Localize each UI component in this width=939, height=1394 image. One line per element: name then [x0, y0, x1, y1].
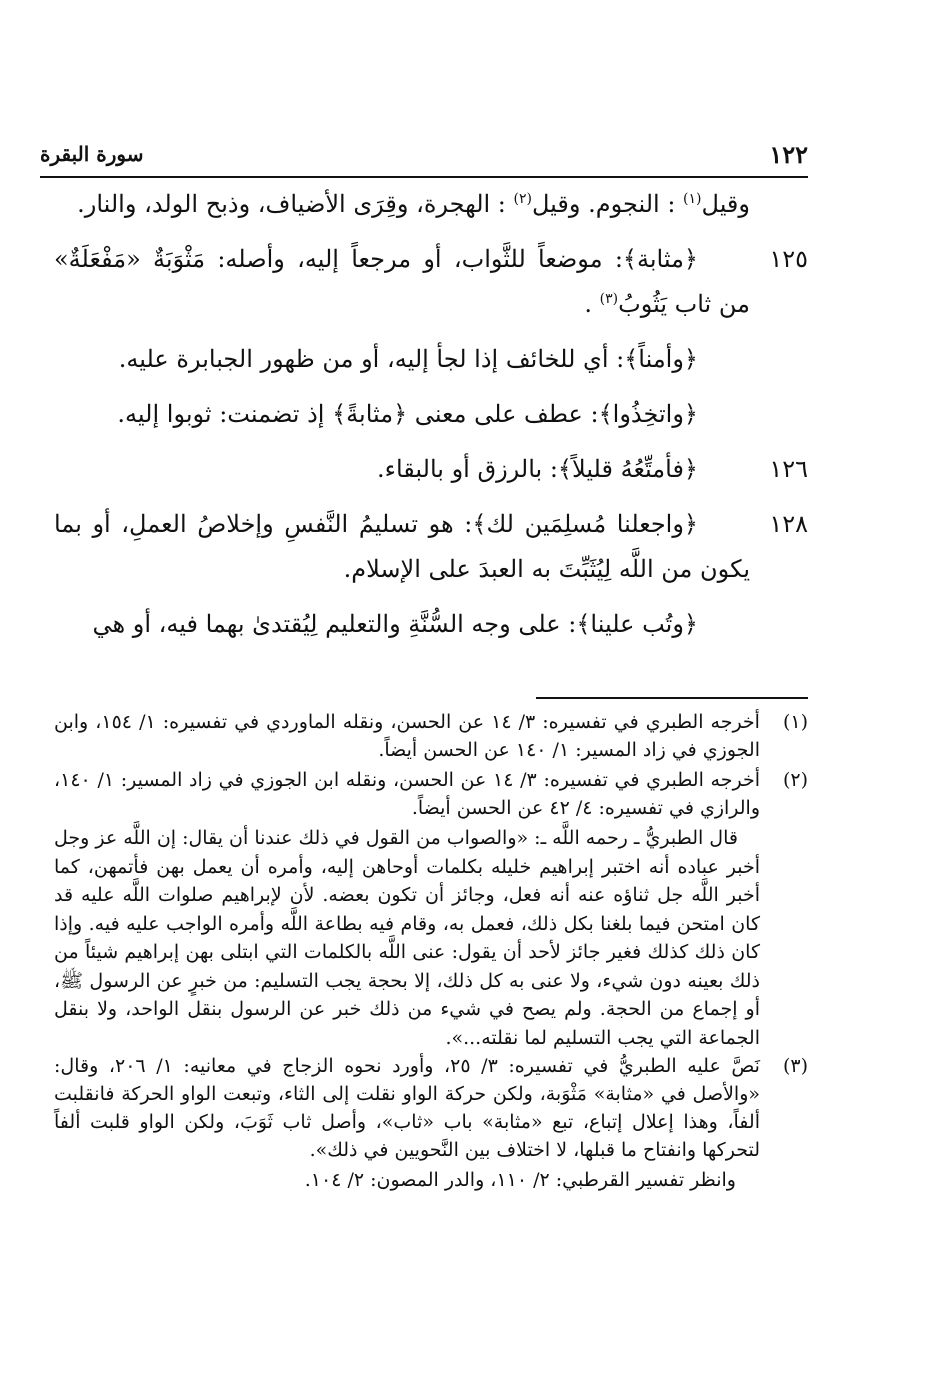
p1-mid: : النجوم. وقيل: [531, 190, 684, 218]
p3-text: ﴿وأمناً﴾: أي للخائف إذا لجأ إليه، أو من ظهور الجبابرة عليه.: [118, 345, 698, 373]
footnote-text: نَصَّ عليه الطبريُّ في تفسيره: ٣/ ٢٥، وأورد نحوه الزجاج في معانيه: ١/ ٢٠٦، وقال: «والأصل في «مثابة» مَثْوَبة، ولكن حركة الواو نقلت إلى الثاء، وتبعت الواو الحركة فانقلبت ألفاً، وهذا إعلال إتباع، تبع «مثابة» باب «ثاب»، وأصل ثاب ثَوَبَ، ولكن الواو قلبت ألفاً لتحركها وانفتاح ما قبلها، لا اختلاف بين النَّحويين في ذلك».: [54, 1055, 760, 1161]
footnote-3: [54, 1052, 808, 1164]
verse-number: ١٢٥: [769, 245, 808, 273]
footnote-number: (١): [782, 711, 808, 733]
footnote-ref-1[interactable]: (١): [683, 191, 702, 207]
p2-end: .: [584, 290, 600, 318]
p2-text: ﴿مثابة﴾: موضعاً للثَّواب، أو مرجعاً إليه، وأصله: مَثْوَبَةٌ «مَفْعَلَةٌ» من ثاب يَثُوبُ: [54, 245, 750, 318]
p7-text: ﴿وتُب علينا﴾: على وجه السُّنَّةِ والتعليم لِيُقتدىٰ بهما فيه، أو هي: [92, 610, 698, 638]
p4-text: ﴿واتخِذُوا﴾: عطف على معنى ﴿مثابةً﴾ إذ تضمنت: ثوبوا إليه.: [117, 400, 698, 428]
header-rule: [40, 176, 808, 178]
main-text: [54, 182, 808, 657]
page-number: ١٢٢: [769, 140, 808, 169]
paragraph-verse-128: [54, 502, 808, 592]
p6-text: ﴿واجعلنا مُسلِمَين لك﴾: هو تسليمُ النَّفسِ وإخلاصُ العملِ، أو بما يكون من اللَّه لِيُثَبِّتَ به العبدَ على الإسلام.: [54, 510, 750, 583]
page-header: [40, 140, 808, 176]
paragraph-verse-126: [54, 447, 808, 492]
footnote-ref-3[interactable]: (٣): [599, 291, 619, 307]
verse-number: ١٢٦: [769, 455, 808, 483]
paragraph-continuation: [54, 182, 808, 227]
footnote-text: أخرجه الطبري في تفسيره: ٣/ ١٤ عن الحسن، ونقله الماوردي في تفسيره: ١/ ١٥٤، وابن الجوزي في زاد المسير: ١/ ١٤٠ عن الحسن أيضاً.: [54, 711, 760, 761]
p1-after: : الهجرة، وقِرَى الأضياف، وذبح الولد، والنار.: [77, 190, 514, 218]
footnote-3-see-also: وانظر تفسير القرطبي: ٢/ ١١٠، والدر المصون: ٢/ ١٠٤.: [304, 1169, 736, 1191]
footnote-separator: [536, 697, 808, 699]
footnote-2-quote: [54, 824, 808, 1052]
footnote-text: أخرجه الطبري في تفسيره: ٣/ ١٤ عن الحسن، ونقله ابن الجوزي في زاد المسير: ١/ ١٤٠، والرازي في تفسيره: ٤/ ٤٢ عن الحسن أيضاً.: [54, 769, 760, 819]
footnote-number: (٢): [782, 769, 808, 791]
footnote-quote-text: قال الطبريُّ ـ رحمه اللَّه ـ: «والصواب من القول في ذلك عندنا أن يقال: إن اللَّه عز وجل أخبر عباده أنه اختبر إبراهيم خليله بكلمات أوحاهن إليه، وأمره أن يعمل بهن فأتمهن، كما أخبر اللَّه جل ثناؤه عنه أنه فعل، وجائز أن تكون بعضه. لأن لإبراهيم صلوات اللَّه عليه قد كان امتحن فيما بلغنا بكل ذلك، فعمل به، وقام فيه بطاعة اللَّه وأمره الواجب عليه فيه. وإذا كان ذلك كذلك فغير جائز لأحد أن يقول: عنى اللَّه بالكلمات التي ابتلى بهن إبراهيم شيئاً من ذلك بعينه دون شيء، ولا عنى به كل ذلك، إلا بحجة يجب التسليم: من خبرٍ عن الرسول ﷺ، أو إجماع من الحجة. ولم يصح في شيء من ذلك خبر عن الرسول بنقل الواحد، ولا بنقل الجماعة التي يجب التسليم لما نقلته...».: [54, 827, 760, 1049]
paragraph-wattakhidhu: [54, 392, 808, 437]
verse-number: ١٢٨: [769, 510, 808, 538]
paragraph-verse-125: [54, 237, 808, 327]
p1-before: وقيل: [701, 190, 750, 218]
footnote-ref-2[interactable]: (٢): [513, 191, 532, 207]
paragraph-wa-tub-alayna: [54, 602, 808, 647]
footnote-2: [54, 766, 808, 822]
footnote-1: [54, 708, 808, 764]
surah-title: سورة البقرة: [40, 142, 144, 166]
p5-text: ﴿فأمتِّعُهُ قليلاً﴾: بالرزق أو بالبقاء.: [377, 455, 698, 483]
footnote-number: (٣): [782, 1055, 808, 1077]
paragraph-wa-amnan: [54, 337, 808, 382]
footnotes: [54, 708, 808, 1194]
